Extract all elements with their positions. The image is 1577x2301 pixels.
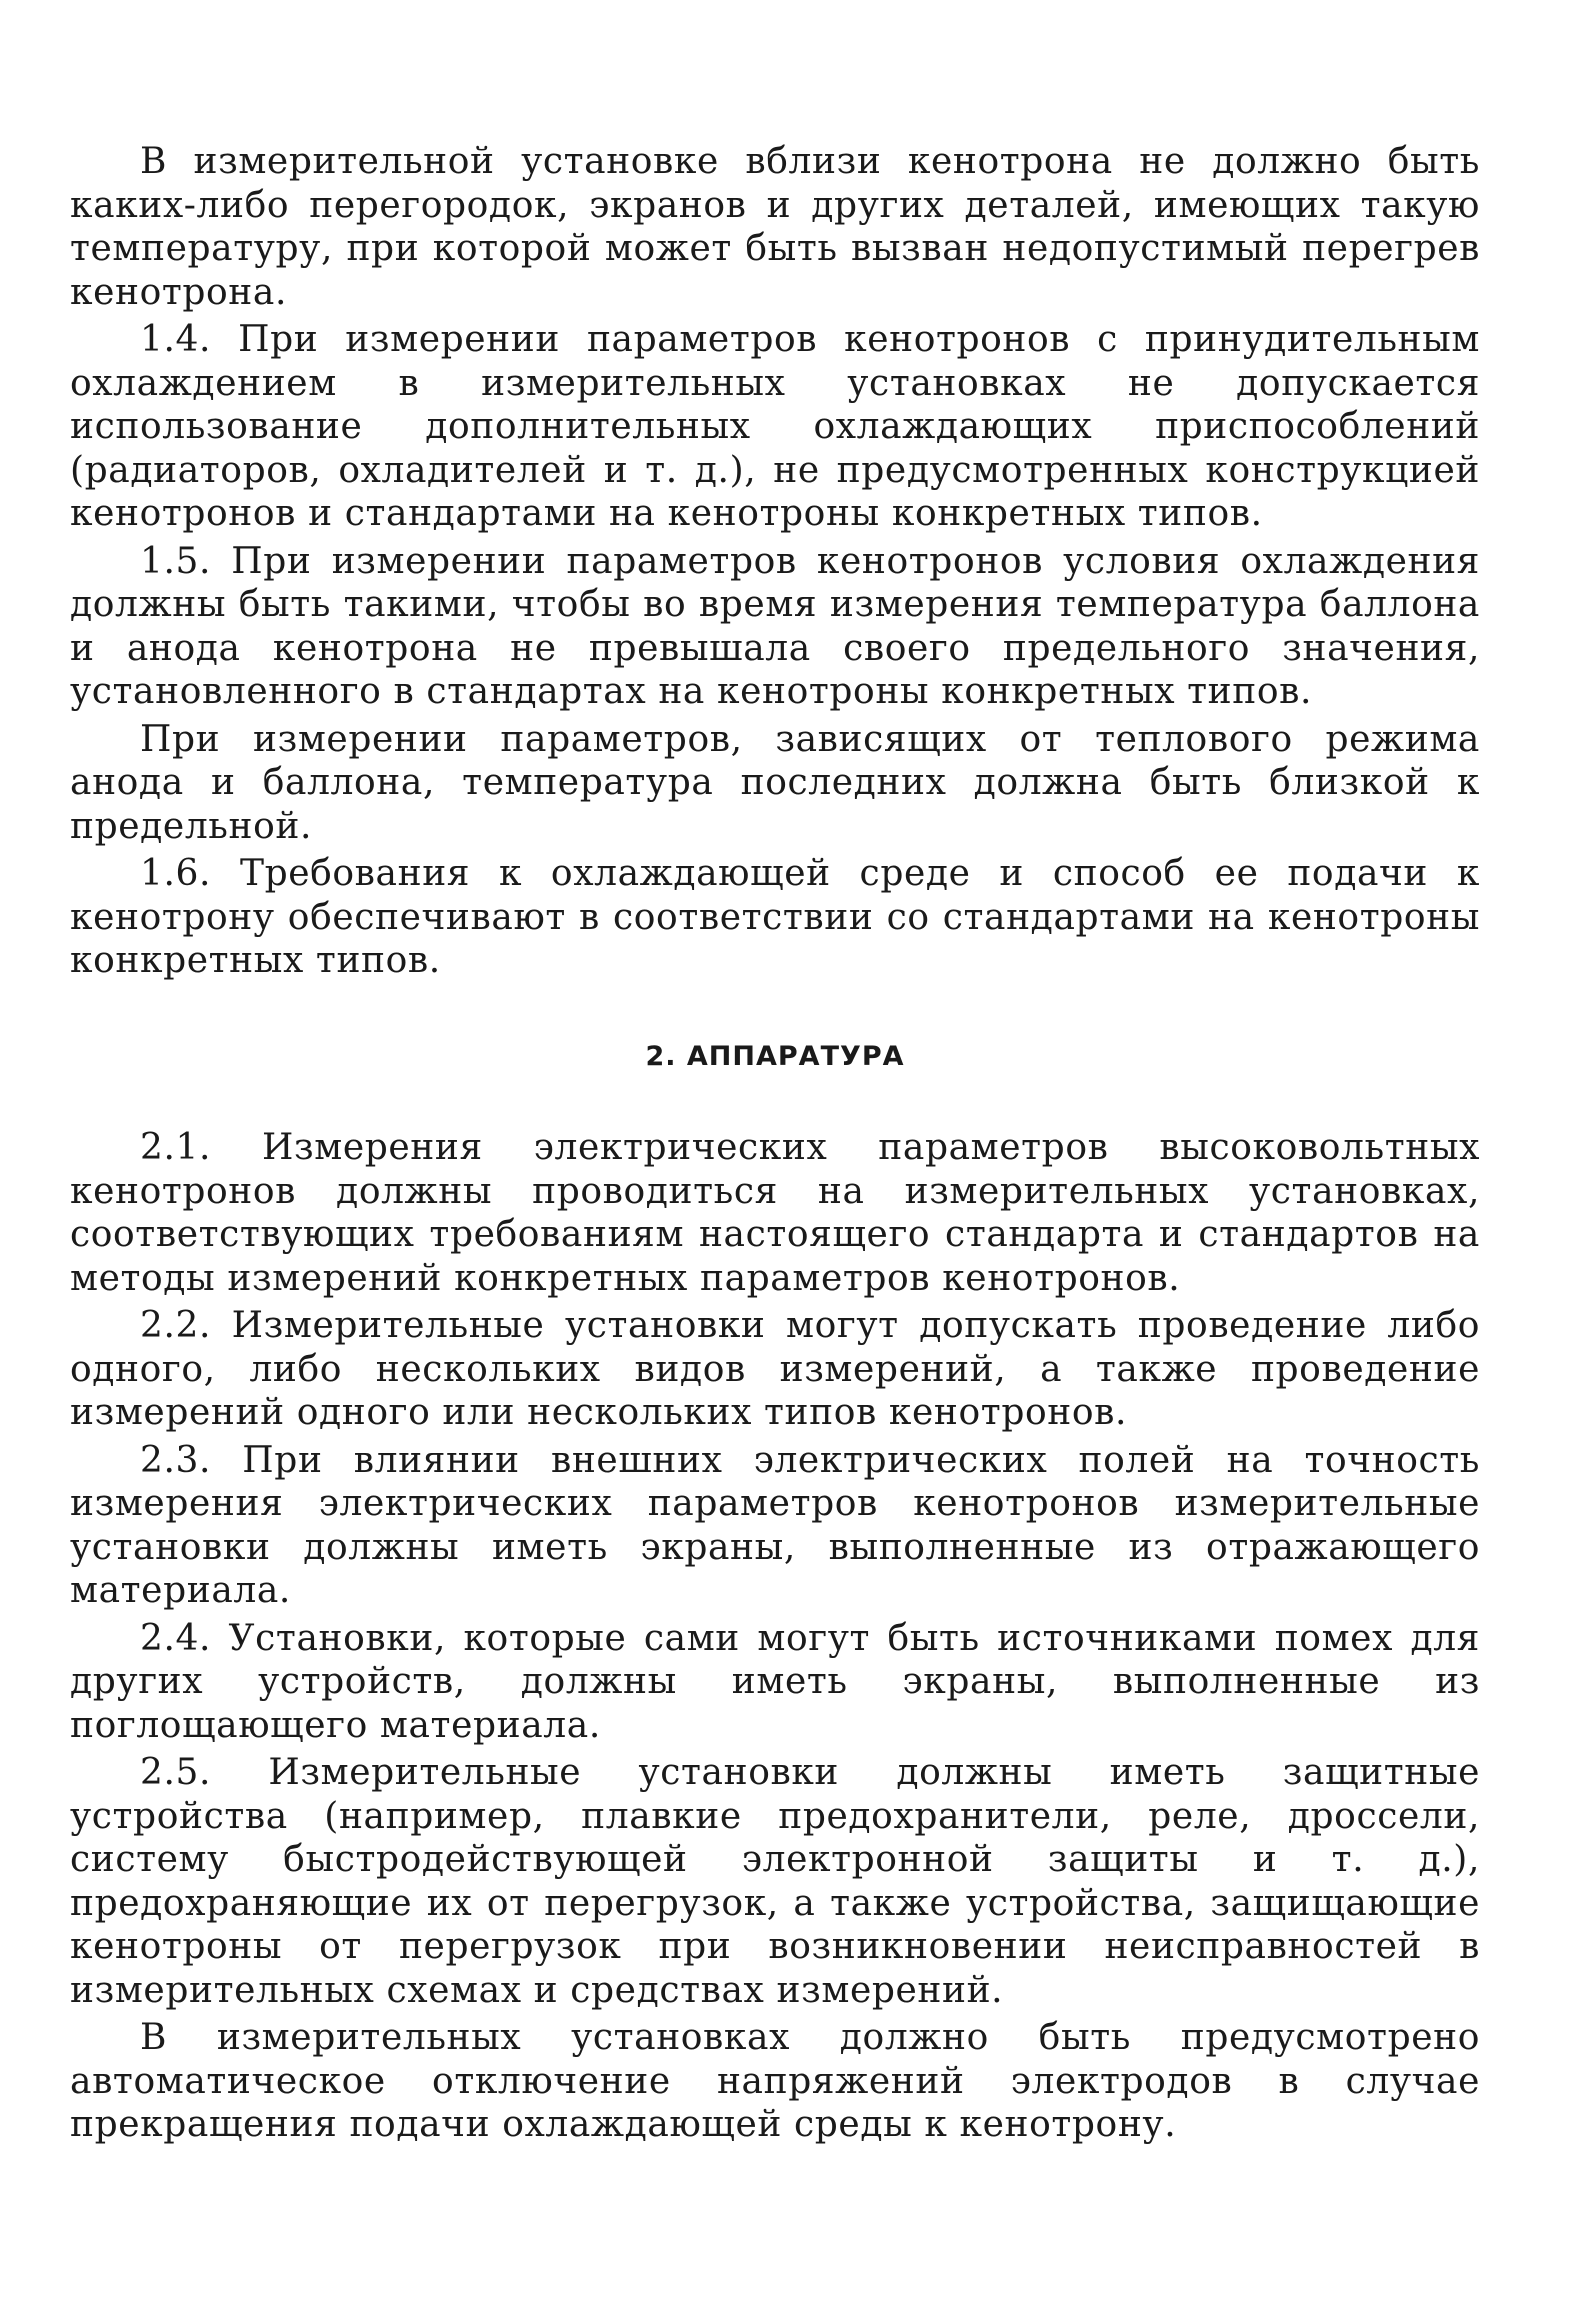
paragraph-1-6: 1.6. Требования к охлаждающей среде и способ ее подачи к кенотрону обеспечивают в соответствии со стандартами на кенотроны конкретных типов. (70, 853, 1480, 981)
paragraph-2-2: 2.2. Измерительные установки могут допускать проведение либо одного, либо нескольких видов измерений, а также проведение измерений одного или нескольких типов кенотронов. (70, 1305, 1480, 1433)
paragraph-2-3: 2.3. При влиянии внешних электрических полей на точность измерения электрических параметров кенотронов измерительные установки должны иметь экраны, выполненные из отражающего материала. (70, 1439, 1480, 1611)
paragraph-1-3-continuation: В измерительной установке вблизи кенотрона не должно быть каких-либо перегородок, экранов и других деталей, имеющих такую температуру, при которой может быть вызван недопустимый перегрев кенотрона. (70, 141, 1480, 313)
paragraph-1-5: 1.5. При измерении параметров кенотронов условия охлаждения должны быть такими, чтобы во время измерения температура баллона и анода кенотрона не превышала своего предельного значения, установленного в стандартах на кенотроны конкретных типов. (70, 540, 1480, 712)
paragraph-1-4: 1.4. При измерении параметров кенотронов с принудительным охлаждением в измерительных установках не допускается использование дополнительных охлаждающих приспособлений (радиаторов, охладителей и т. д.), не предусмотренных конструкцией кенотронов и стандартами на кенотроны конкретных типов. (70, 319, 1480, 534)
paragraph-2-5: 2.5. Измерительные установки должны иметь защитные устройства (например, плавкие предохранители, реле, дроссели, систему быстродействующей электронной защиты и т. д.), предохраняющие их от перегрузок, а также устройства, защищающие кенотроны от перегрузок при возникновении неисправностей в измерительных схемах и средствах измерений. (70, 1752, 1480, 2011)
paragraph-2-4: 2.4. Установки, которые сами могут быть источниками помех для других устройств, должны иметь экраны, выполненные из поглощающего материала. (70, 1617, 1480, 1746)
section-2-body (70, 1126, 1480, 2147)
section-2-heading: 2. АППАРАТУРА (645, 1040, 905, 1072)
document-page (70, 140, 1480, 2147)
paragraph-2-5-note: В измерительных установках должно быть предусмотрено автоматическое отключение напряжений электродов в случае прекращения подачи охлаждающей среды к кенотрону. (70, 2017, 1480, 2145)
paragraph-2-1: 2.1. Измерения электрических параметров высоковольтных кенотронов должны проводиться на измерительных установках, соответствующих требованиям настоящего стандарта и стандартов на методы измерений конкретных параметров кенотронов. (70, 1127, 1480, 1299)
paragraph-1-5-note: При измерении параметров, зависящих от теплового режима анода и баллона, температура последних должна быть близкой к предельной. (70, 718, 1480, 847)
section-1-body (70, 140, 1480, 983)
